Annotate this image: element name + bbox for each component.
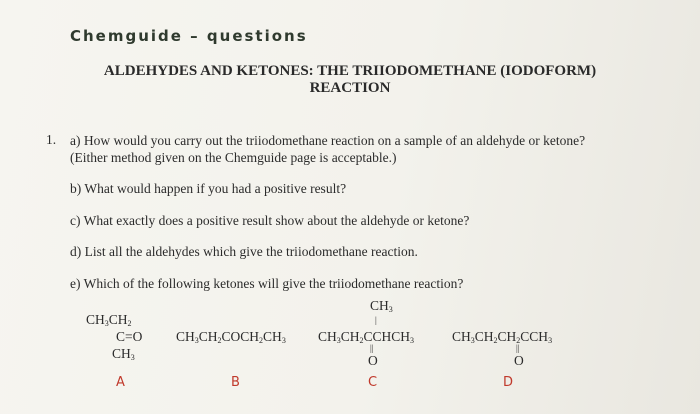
structure-b-label: B <box>231 375 240 390</box>
structure-d-formula: $CH_3CH_2CH_2CCH_3$ <box>452 329 553 345</box>
structure-a-carbonyl: C=O <box>116 329 143 344</box>
structure-c-methyl: $CH_3$ <box>370 298 393 314</box>
site-header: Chemguide – questions <box>70 27 308 45</box>
question-d: d) List all the aldehydes which give the triiodomethane reaction. <box>70 244 418 259</box>
question-number: 1. <box>46 132 57 147</box>
page-title-line-1: ALDEHYDES AND KETONES: THE TRIIODOMETHANE (IODOFORM) <box>103 63 597 79</box>
question-c: c) What exactly does a positive result show about the aldehyde or ketone? <box>70 213 470 228</box>
question-b: b) What would happen if you had a positive result? <box>70 181 347 196</box>
page-title-line-2: REACTION <box>309 80 391 96</box>
question-a-line-1: a) How would you carry out the triiodomethane reaction on a sample of an aldehyde or ketone? <box>70 133 586 148</box>
structure-a-bottom: $CH_3$ <box>112 346 135 362</box>
structure-d-oxygen: O <box>514 353 524 368</box>
structure-d-label: D <box>503 375 514 390</box>
structure-c-single-bond: | <box>375 315 377 325</box>
structure-c-double-bond: || <box>370 343 374 353</box>
question-a-line-2: (Either method given on the Chemguide page is acceptable.) <box>70 150 397 165</box>
structure-d-double-bond: || <box>516 343 520 353</box>
structure-a-label: A <box>116 375 125 390</box>
question-e: e) Which of the following ketones will give the triiodomethane reaction? <box>70 276 464 291</box>
structure-b-formula: $CH_3CH_2COCH_2CH_3$ <box>176 329 286 345</box>
structure-c-formula: $CH_3CH_2CCHCH_3$ <box>318 329 415 345</box>
structure-c-oxygen: O <box>368 353 378 368</box>
structure-a-top: $CH_3CH_2$ <box>86 312 132 328</box>
structure-c-label: C <box>368 375 378 390</box>
